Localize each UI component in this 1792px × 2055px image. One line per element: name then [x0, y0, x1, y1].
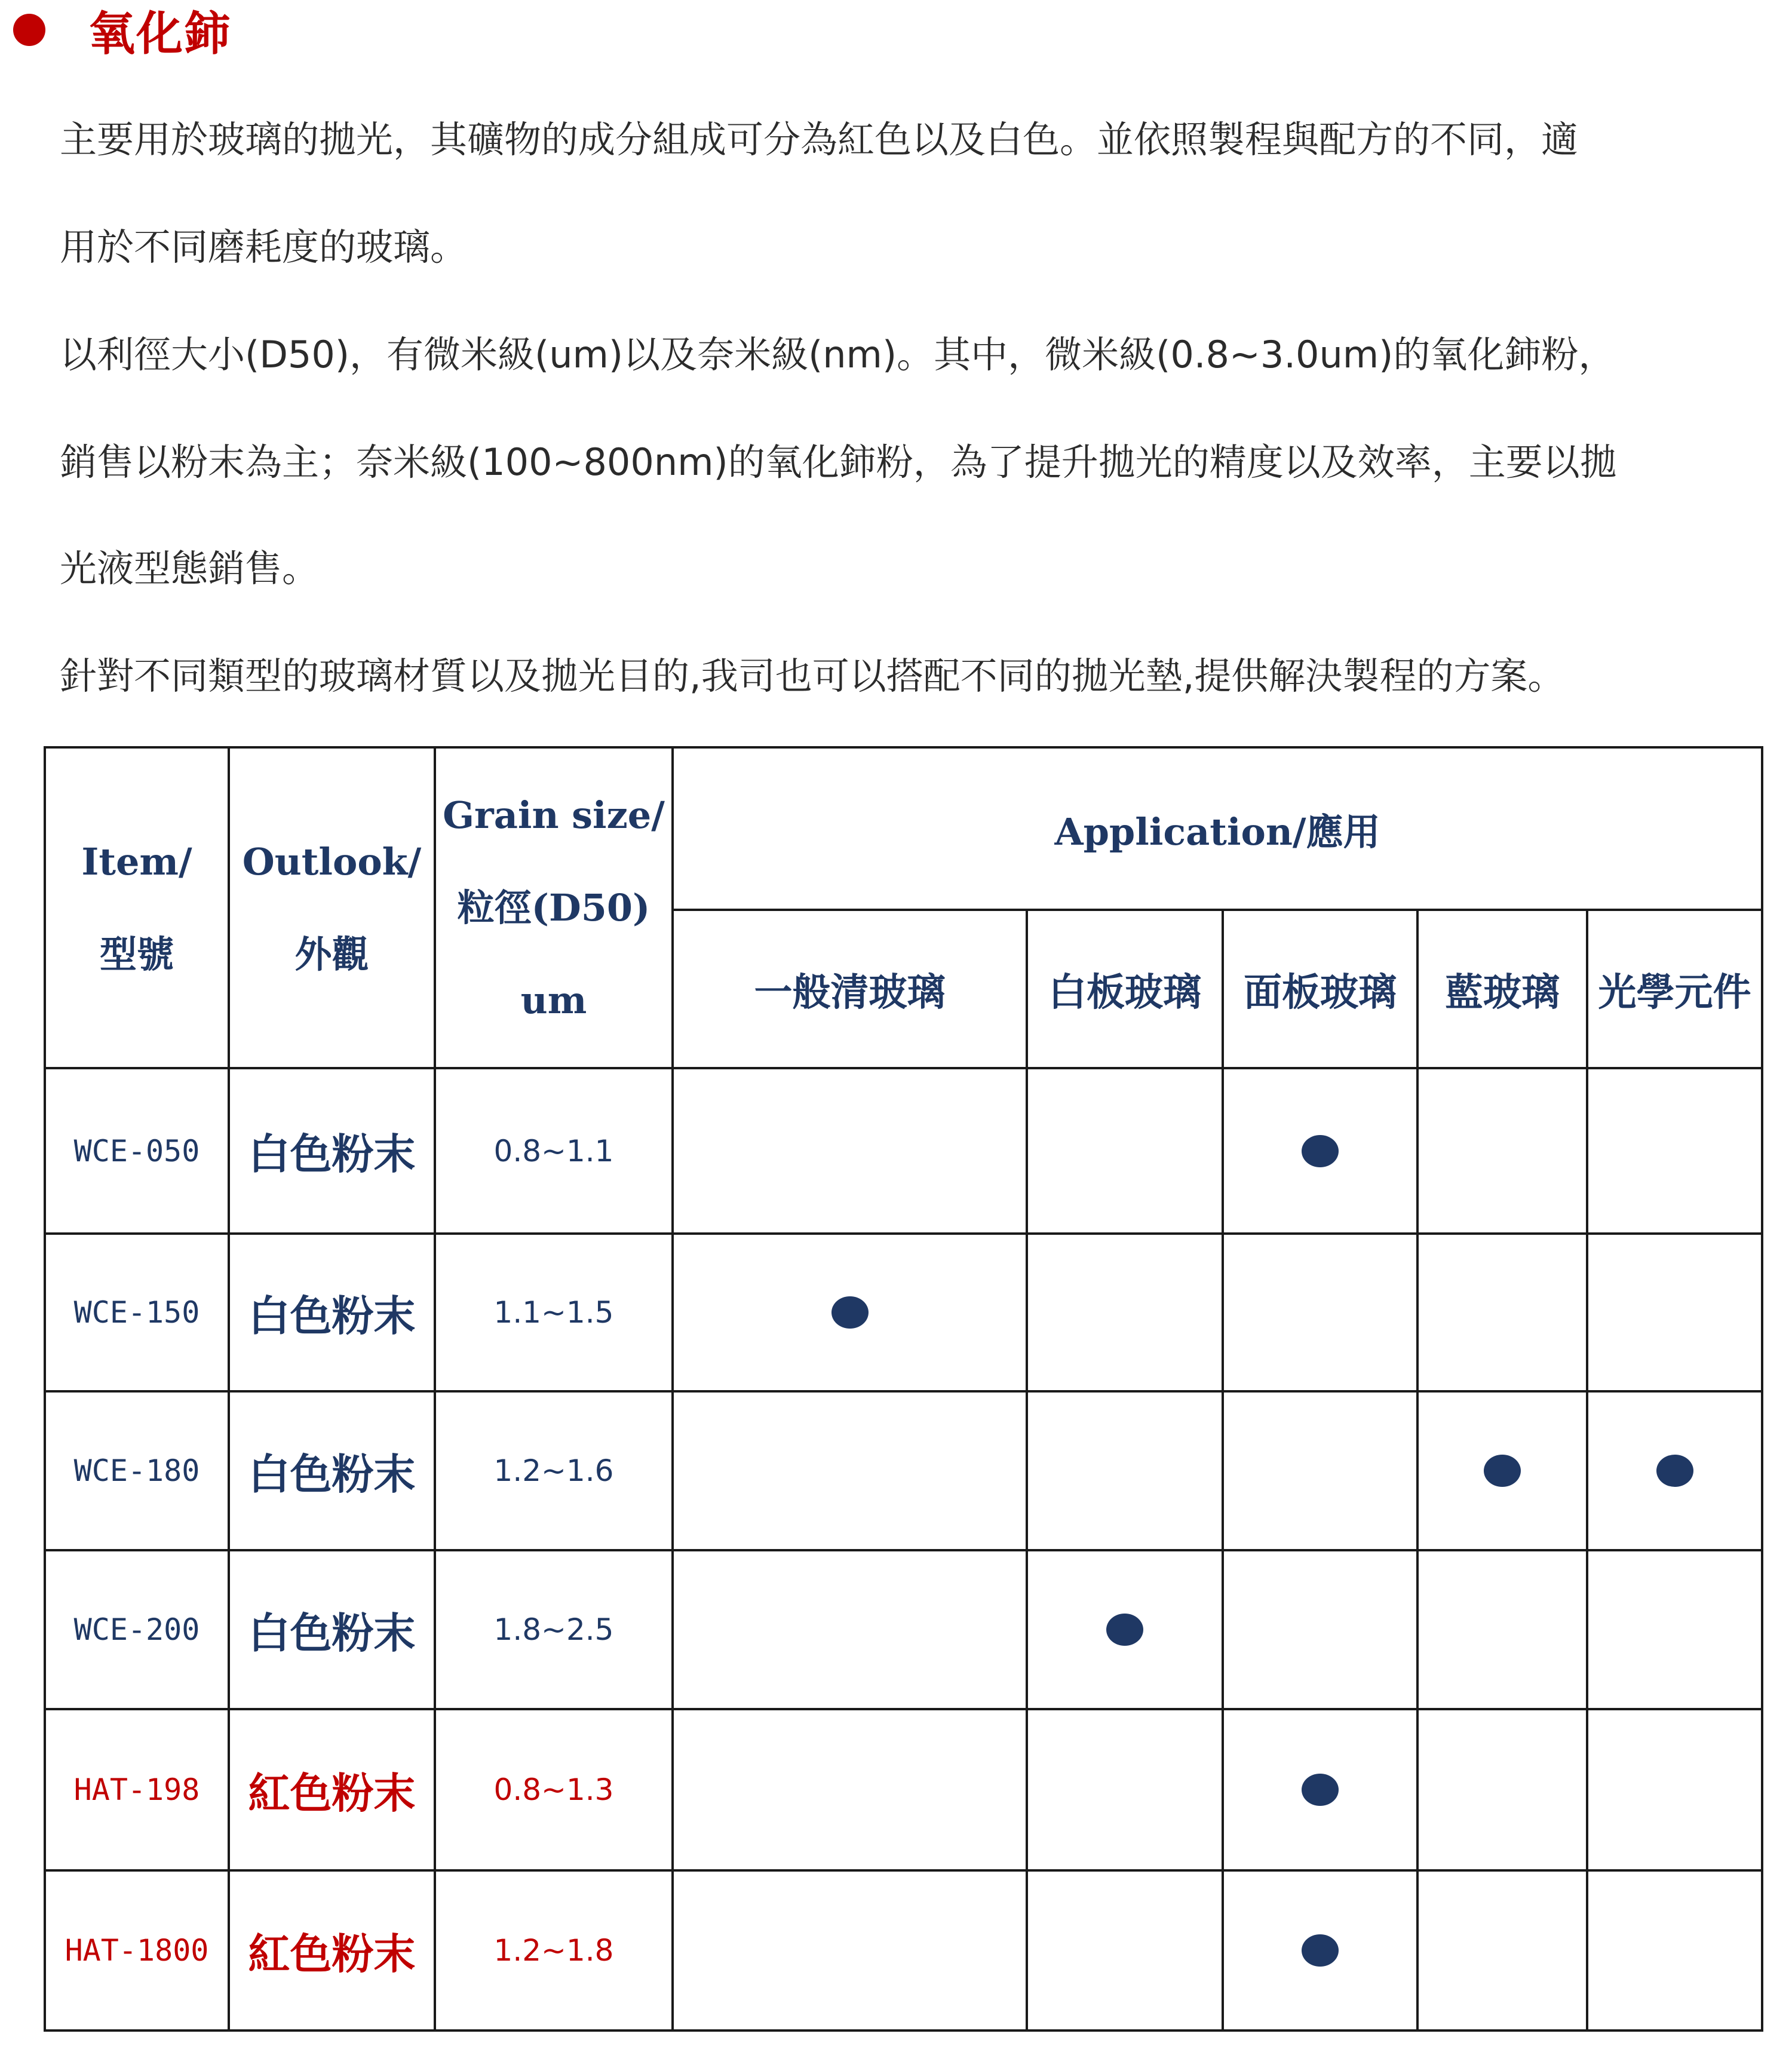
cell-application	[1223, 1234, 1417, 1391]
table-row	[45, 1550, 1762, 1709]
table-row	[45, 1234, 1762, 1391]
cell-item: WCE-200	[45, 1550, 229, 1709]
header-outlook	[229, 747, 435, 1068]
applicable-dot-icon	[1302, 1135, 1339, 1167]
paragraph-line: 主要用於玻璃的拋光，其礦物的成分組成可分為紅色以及白色。並依照製程與配方的不同，適	[60, 118, 1579, 161]
table-row	[45, 1709, 1762, 1870]
cell-application	[1587, 1234, 1762, 1391]
table-row	[45, 1068, 1762, 1234]
applicable-dot-icon	[1106, 1614, 1143, 1646]
cell-application	[1587, 1709, 1762, 1870]
cell-application	[1027, 1709, 1223, 1870]
bullet-dot-icon	[13, 14, 45, 46]
cell-grain-size: 1.2~1.6	[435, 1391, 673, 1550]
cell-grain-size: 0.8~1.1	[435, 1068, 673, 1234]
header-row	[45, 747, 1762, 910]
cell-item: WCE-150	[45, 1234, 229, 1391]
cell-grain-size: 1.8~2.5	[435, 1550, 673, 1709]
cell-application	[1587, 1391, 1762, 1550]
cell-application	[673, 1709, 1027, 1870]
table-row	[45, 1391, 1762, 1550]
cell-application	[1417, 1709, 1587, 1870]
cell-application	[1223, 1068, 1417, 1234]
paragraph-line: 光液型態銷售。	[60, 547, 320, 590]
cell-application	[1417, 1234, 1587, 1391]
cell-application	[673, 1234, 1027, 1391]
cell-application	[673, 1068, 1027, 1234]
header-application: Application/應用	[673, 747, 1762, 910]
cell-application	[1223, 1870, 1417, 2031]
product-spec-table	[44, 746, 1763, 2032]
cell-outlook: 白色粉末	[229, 1550, 435, 1709]
header-outlook-en: Outlook/	[242, 839, 422, 884]
applicable-dot-icon	[831, 1296, 869, 1329]
cell-outlook: 白色粉末	[229, 1068, 435, 1234]
header-grain-zh: 粒徑(D50)	[457, 886, 650, 930]
header-app-panel-glass: 面板玻璃	[1223, 910, 1417, 1068]
cell-outlook: 紅色粉末	[229, 1870, 435, 2031]
header-grain-size	[435, 747, 673, 1068]
cell-application	[673, 1870, 1027, 2031]
applicable-dot-icon	[1302, 1934, 1339, 1967]
cell-application	[1027, 1391, 1223, 1550]
cell-application	[1587, 1068, 1762, 1234]
cell-grain-size: 0.8~1.3	[435, 1709, 673, 1870]
paragraph-line: 針對不同類型的玻璃材質以及拋光目的,我司也可以搭配不同的拋光墊,提供解決製程的方案。	[60, 654, 1565, 698]
header-outlook-zh: 外觀	[294, 932, 369, 976]
header-app-clear-glass: 一般清玻璃	[673, 910, 1027, 1068]
header-item-zh: 型號	[99, 932, 174, 976]
applicable-dot-icon	[1656, 1455, 1693, 1487]
header-item	[45, 747, 229, 1068]
paragraph-line: 用於不同磨耗度的玻璃。	[60, 225, 468, 269]
cell-item: WCE-050	[45, 1068, 229, 1234]
cell-application	[1587, 1870, 1762, 2031]
cell-application	[1417, 1391, 1587, 1550]
cell-application	[1027, 1550, 1223, 1709]
cell-grain-size: 1.1~1.5	[435, 1234, 673, 1391]
applicable-dot-icon	[1484, 1455, 1521, 1487]
section-heading	[13, 0, 232, 60]
header-app-blue-glass: 藍玻璃	[1417, 910, 1587, 1068]
cell-application	[1027, 1870, 1223, 2031]
cell-application	[673, 1391, 1027, 1550]
header-grain-unit: um	[520, 979, 587, 1022]
cell-application	[1417, 1550, 1587, 1709]
cell-application	[1417, 1870, 1587, 2031]
paragraph-line: 以利徑大小(D50)，有微米級(um)以及奈米級(nm)。其中，微米級(0.8~3.0um)的氧化鈰粉，	[60, 333, 1616, 376]
section-title: 氧化鈰	[88, 7, 232, 61]
cell-item: HAT-198	[45, 1709, 229, 1870]
header-grain-en: Grain size/	[443, 793, 665, 837]
cell-application	[1417, 1068, 1587, 1234]
cell-outlook: 白色粉末	[229, 1391, 435, 1550]
cell-outlook: 白色粉末	[229, 1234, 435, 1391]
cell-outlook: 紅色粉末	[229, 1709, 435, 1870]
applicable-dot-icon	[1302, 1774, 1339, 1806]
cell-application	[1223, 1550, 1417, 1709]
paragraph-line: 銷售以粉末為主；奈米級(100~800nm)的氧化鈰粉，為了提升拋光的精度以及效率，主要以拋	[60, 440, 1617, 484]
header-app-whiteboard-glass: 白板玻璃	[1027, 910, 1223, 1068]
cell-application	[1027, 1234, 1223, 1391]
header-app-optical-component: 光學元件	[1587, 910, 1762, 1068]
cell-item: WCE-180	[45, 1391, 229, 1550]
header-item-en: Item/	[81, 839, 192, 884]
cell-application	[673, 1550, 1027, 1709]
cell-application	[1027, 1068, 1223, 1234]
cell-application	[1223, 1391, 1417, 1550]
cell-grain-size: 1.2~1.8	[435, 1870, 673, 2031]
cell-item: HAT-1800	[45, 1870, 229, 2031]
table-row	[45, 1870, 1762, 2031]
cell-application	[1587, 1550, 1762, 1709]
cell-application	[1223, 1709, 1417, 1870]
